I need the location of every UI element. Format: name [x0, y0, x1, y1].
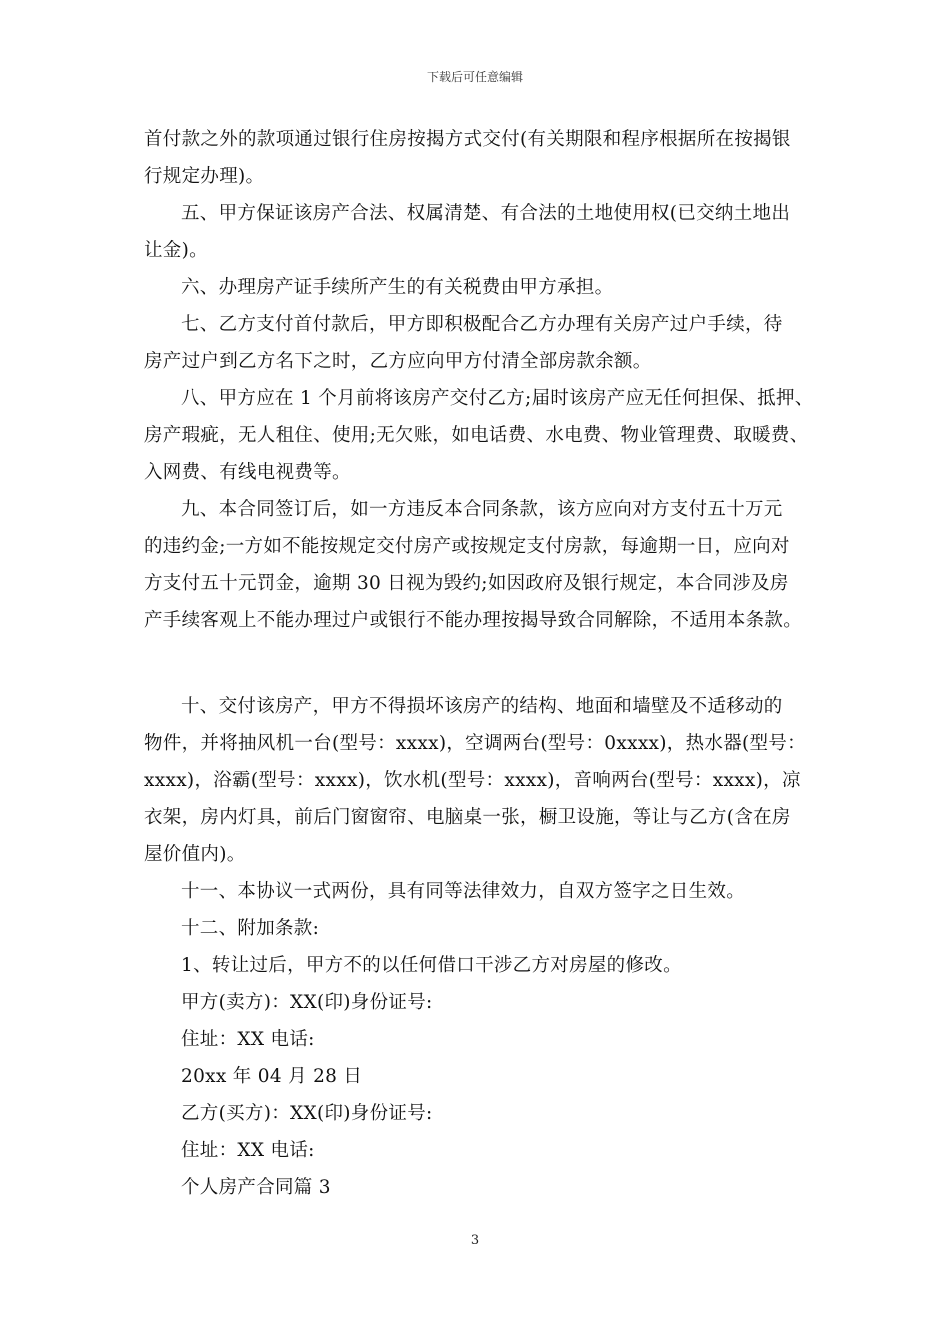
text-line: 五、甲方保证该房产合法、权属清楚、有合法的土地使用权(已交纳土地出: [181, 203, 791, 224]
text-line: 衣架，房内灯具，前后门窗窗帘、电脑桌一张，橱卫设施，等让与乙方(含在房: [144, 807, 791, 828]
paragraph-p-12: [144, 910, 820, 947]
paragraph-p-11: [144, 873, 820, 910]
text-line: 甲方(卖方)：XX(印)身份证号:: [181, 992, 433, 1013]
document-body: [144, 121, 820, 1206]
text-line: 六、办理房产证手续所产生的有关税费由甲方承担。: [181, 277, 614, 298]
text-line: 让金)。: [144, 240, 208, 261]
text-line: 屋价值内)。: [144, 844, 246, 865]
page-number: 3: [470, 1233, 480, 1248]
paragraph-next-section-title: [144, 1169, 820, 1206]
text-line: 产手续客观上不能办理过户或银行不能办理按揭导致合同解除，不适用本条款。: [144, 610, 803, 631]
paragraph-buyer-sign: [144, 1095, 820, 1132]
text-line: xxxx)，浴霸(型号：xxxx)，饮水机(型号：xxxx)，音响两台(型号：xxxx)，凉: [144, 770, 801, 791]
text-line: 行规定办理)。: [144, 166, 265, 187]
paragraph-p-6: [144, 269, 820, 306]
paragraph-seller-address: [144, 1021, 820, 1058]
paragraph-p-5: [144, 195, 820, 269]
paragraph-sign-date: [144, 1058, 820, 1095]
text-line: 住址：XX 电话:: [181, 1140, 315, 1161]
paragraph-seller-sign: [144, 984, 820, 1021]
text-line: 的违约金;一方如不能按规定交付房产或按规定支付房款，每逾期一日，应向对: [144, 536, 790, 557]
text-line: 十二、附加条款:: [181, 918, 320, 939]
text-line: 房产瑕疵，无人租住、使用;无欠账，如电话费、水电费、物业管理费、取暖费、: [144, 425, 809, 446]
text-line: 1、转让过后，甲方不的以任何借口干涉乙方对房屋的修改。: [181, 955, 682, 976]
text-line: 九、本合同签订后，如一方违反本合同条款，该方应向对方支付五十万元: [181, 499, 783, 520]
paragraph-p-10: [144, 688, 820, 873]
paragraph-p-7: [144, 306, 820, 380]
text-line: 首付款之外的款项通过银行住房按揭方式交付(有关期限和程序根据所在按揭银: [144, 129, 791, 150]
text-line: 房产过户到乙方名下之时，乙方应向甲方付清全部房款余额。: [144, 351, 652, 372]
text-line: 20xx 年 04 月 28 日: [181, 1066, 363, 1087]
paragraph-spacer: [144, 639, 820, 688]
text-line: 十、交付该房产，甲方不得损坏该房产的结构、地面和墙壁及不适移动的: [181, 696, 783, 717]
text-line: 方支付五十元罚金，逾期 30 日视为毁约;如因政府及银行规定，本合同涉及房: [144, 573, 789, 594]
text-line: 住址：XX 电话:: [181, 1029, 315, 1050]
text-line: 八、甲方应在 1 个月前将该房产交付乙方;届时该房产应无任何担保、抵押、: [181, 388, 814, 409]
text-line: 十一、本协议一式两份，具有同等法律效力，自双方签字之日生效。: [181, 881, 746, 902]
text-line: 七、乙方支付首付款后，甲方即积极配合乙方办理有关房产过户手续，待: [181, 314, 783, 335]
paragraph-p-8: [144, 380, 820, 491]
paragraph-buyer-address: [144, 1132, 820, 1169]
text-line: 物件，并将抽风机一台(型号：xxxx)，空调两台(型号：0xxxx)，热水器(型号：: [144, 733, 806, 754]
paragraph-p-12-1: [144, 947, 820, 984]
text-line: 乙方(买方)：XX(印)身份证号:: [181, 1103, 433, 1124]
paragraph-p-4-cont: [144, 121, 820, 195]
page-header: 下载后可任意编辑: [426, 70, 523, 84]
paragraph-p-9: [144, 491, 820, 639]
text-line: 入网费、有线电视费等。: [144, 462, 351, 483]
text-line: 个人房产合同篇 3: [181, 1177, 331, 1198]
